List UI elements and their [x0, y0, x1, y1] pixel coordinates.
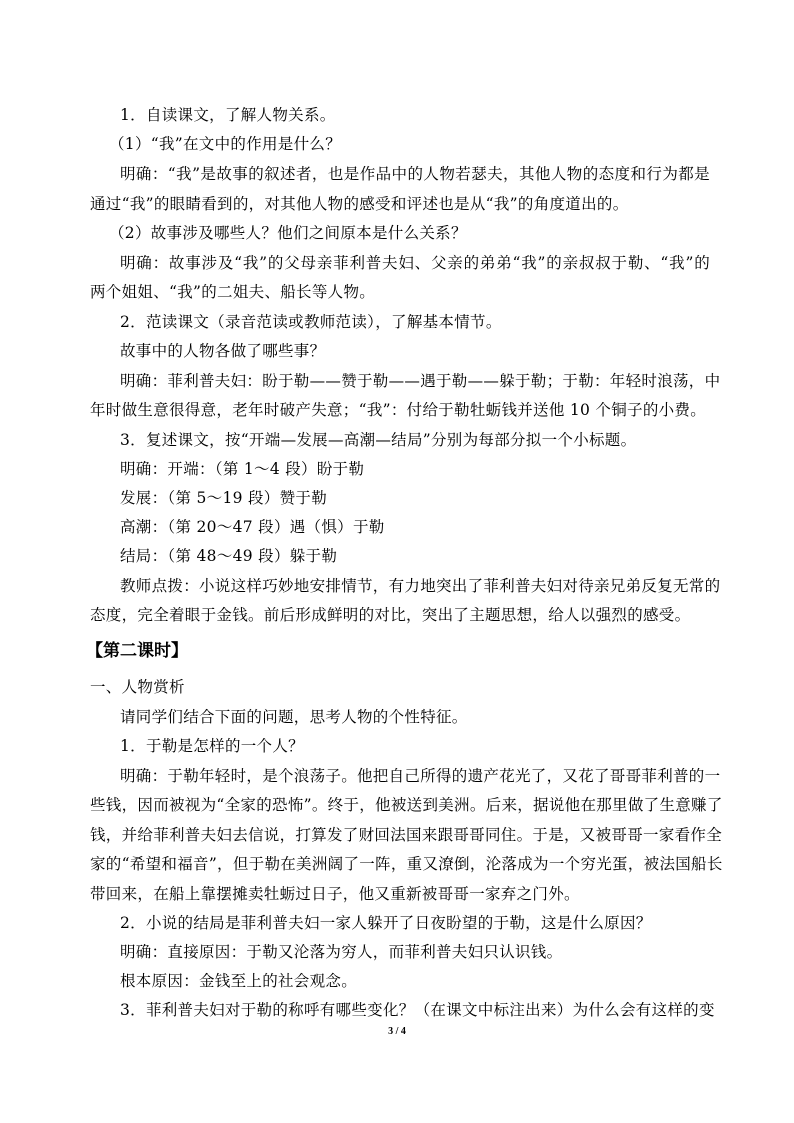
text-line: 2．小说的结局是菲利普夫妇一家人躲开了日夜盼望的于勒，这是什么原因？	[120, 914, 652, 932]
text-line: 故事中的人物各做了哪些事？	[120, 342, 326, 360]
text-line: 明确：“我”是故事的叙述者，也是作品中的人物若瑟夫，其他人物的态度和行为都是	[120, 165, 710, 183]
text-line: 一、人物赏析	[90, 678, 185, 696]
text-line: 3．菲利普夫妇对于勒的称呼有哪些变化？（在课文中标注出来）为什么会有这样的变	[120, 1001, 715, 1019]
text-line: 家的“希望和福音”，但于勒在美洲阔了一阵，重又潦倒，沦落成为一个穷光蛋，被法国船长	[90, 855, 723, 873]
text-line: 1．自读课文，了解人物关系。	[120, 106, 336, 124]
text-line: （2）故事涉及哪些人？他们之间原本是什么关系？	[109, 224, 467, 242]
text-line: 请同学们结合下面的问题，思考人物的个性特征。	[120, 708, 468, 726]
text-line: 明确：菲利普夫妇：盼于勒——赞于勒——遇于勒——躲于勒；于勒：年轻时浪荡，中	[120, 372, 721, 390]
text-line: 高潮：（第 20～47 段）遇（惧）于勒	[120, 518, 385, 536]
text-line: 发展：（第 5～19 段）赞于勒	[120, 489, 327, 507]
text-line: 明确：故事涉及“我”的父母亲菲利普夫妇、父亲的弟弟“我”的亲叔叔于勒、“我”的	[120, 254, 710, 272]
text-line: 通过“我”的眼睛看到的，对其他人物的感受和评述也是从“我”的角度道出的。	[90, 195, 629, 213]
text-line: 教师点拨：小说这样巧妙地安排情节，有力地突出了菲利普夫妇对待亲兄弟反复无常的	[120, 577, 721, 595]
section-heading: 【第二课时】	[86, 641, 188, 661]
text-line: 明确：于勒年轻时，是个浪荡子。他把自己所得的遗产花光了，又花了哥哥菲利普的一	[120, 767, 721, 785]
text-line: 明确：直接原因：于勒又沦落为穷人，而菲利普夫妇只认识钱。	[120, 943, 563, 961]
text-line: 明确：开端：（第 1～4 段）盼于勒	[120, 460, 365, 478]
text-line: 1．于勒是怎样的一个人？	[120, 737, 304, 755]
text-line: 年时做生意很得意，老年时破产失意；“我”：付给于勒牡蛎钱并送他 10 个铜子的小费。	[90, 401, 707, 419]
text-line: 钱，并给菲利普夫妇去信说，打算发了财回法国来跟哥哥同住。于是，又被哥哥一家看作全	[90, 826, 723, 844]
text-line: 带回来，在船上靠摆摊卖牡蛎过日子，他又重新被哥哥一家弃之门外。	[90, 885, 580, 903]
text-line: 2．范读课文（录音范读或教师范读），了解基本情节。	[120, 313, 502, 331]
text-line: 些钱，因而被视为“全家的恐怖”。终于，他被送到美洲。后来，据说他在那里做了生意赚了	[90, 796, 723, 814]
page-number: 3 / 4	[388, 1026, 406, 1037]
text-line: 3．复述课文，按“开端—发展—高潮—结局”分别为每部分拟一个小标题。	[120, 431, 637, 449]
text-line: 态度，完全着眼于金钱。前后形成鲜明的对比，突出了主题思想，给人以强烈的感受。	[90, 606, 691, 624]
text-line: 两个姐姐、“我”的二姐夫、船长等人物。	[90, 283, 376, 301]
text-line: （1）“我”在文中的作用是什么？	[109, 135, 342, 153]
text-line: 根本原因：金钱至上的社会观念。	[120, 972, 358, 990]
text-line: 结局：（第 48～49 段）躲于勒	[120, 547, 338, 565]
